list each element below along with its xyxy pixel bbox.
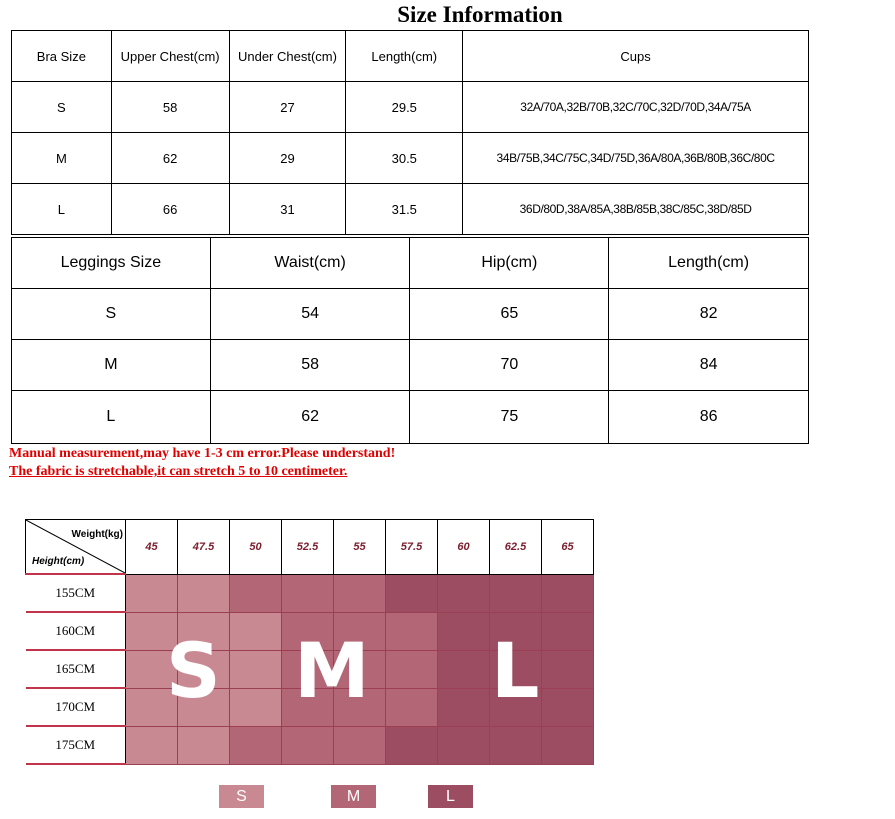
leggings-row <box>12 340 809 391</box>
size-cell-m <box>230 574 282 612</box>
leggings-cell: 58 <box>210 340 410 391</box>
size-cell-m <box>386 688 438 726</box>
bra-cell: 36D/80D,38A/85A,38B/85B,38C/85C,38D/85D <box>463 184 809 235</box>
height-label: 175CM <box>26 726 126 764</box>
leggings-cell: L <box>12 391 211 444</box>
weight-tick: 47.5 <box>178 520 230 575</box>
bra-cell: 29 <box>229 133 346 184</box>
leggings-cell: 86 <box>609 391 809 444</box>
leggings-cell: 62 <box>210 391 410 444</box>
size-cell-l <box>438 726 490 764</box>
size-cell-m <box>230 726 282 764</box>
size-cell-l <box>542 688 594 726</box>
leggings-header-cell: Hip(cm) <box>410 238 609 289</box>
leggings-row <box>12 391 809 444</box>
bra-header-cell: Under Chest(cm) <box>229 31 346 82</box>
size-cell-l <box>542 650 594 688</box>
weight-tick: 52.5 <box>282 520 334 575</box>
height-label: 160CM <box>26 612 126 650</box>
height-label: 155CM <box>26 574 126 612</box>
weight-tick: 60 <box>438 520 490 575</box>
legend-s: S <box>219 785 264 808</box>
legend-l: L <box>428 785 473 808</box>
size-cell-l <box>542 726 594 764</box>
bra-header-cell: Cups <box>463 31 809 82</box>
bra-cell: L <box>12 184 112 235</box>
bra-cell: 34B/75B,34C/75C,34D/75D,36A/80A,36B/80B,36C/80C <box>463 133 809 184</box>
weight-axis-label: Weight(kg) <box>71 529 123 540</box>
bra-header-cell: Upper Chest(cm) <box>111 31 229 82</box>
weight-tick: 45 <box>126 520 178 575</box>
height-row <box>26 726 594 764</box>
leggings-cell: S <box>12 289 211 340</box>
bra-cell: 66 <box>111 184 229 235</box>
size-cell-m <box>386 612 438 650</box>
weight-tick: 57.5 <box>386 520 438 575</box>
leggings-cell: 82 <box>609 289 809 340</box>
leggings-cell: 54 <box>210 289 410 340</box>
bra-header-row <box>12 31 809 82</box>
bra-cell: S <box>12 82 112 133</box>
size-cell-l <box>386 726 438 764</box>
size-cell-l <box>438 650 490 688</box>
leggings-row <box>12 289 809 340</box>
leggings-cell: 70 <box>410 340 609 391</box>
leggings-header-cell: Leggings Size <box>12 238 211 289</box>
size-cell-l <box>490 574 542 612</box>
bra-size-table <box>11 30 809 235</box>
size-cell-s <box>230 612 282 650</box>
weight-tick: 62.5 <box>490 520 542 575</box>
size-m-overlay: M <box>294 626 370 715</box>
weight-tick: 50 <box>230 520 282 575</box>
size-cell-l <box>490 726 542 764</box>
size-s-overlay: S <box>166 626 221 715</box>
measurement-note: Manual measurement,may have 1-3 cm error.Please understand! <box>9 446 396 461</box>
size-l-overlay: L <box>491 626 540 715</box>
page-title: Size Information <box>397 2 563 27</box>
height-label: 170CM <box>26 688 126 726</box>
bra-cell: 32A/70A,32B/70B,32C/70C,32D/70D,34A/75A <box>463 82 809 133</box>
legend-m: M <box>331 785 376 808</box>
bra-row <box>12 184 809 235</box>
leggings-header-cell: Length(cm) <box>609 238 809 289</box>
bra-cell: 29.5 <box>346 82 463 133</box>
weight-tick: 55 <box>334 520 386 575</box>
size-cell-m <box>282 726 334 764</box>
size-cell-m <box>386 650 438 688</box>
leggings-header-row <box>12 238 809 289</box>
size-cell-l <box>438 574 490 612</box>
size-cell-m <box>282 574 334 612</box>
bra-row <box>12 82 809 133</box>
bra-cell: 31.5 <box>346 184 463 235</box>
bra-cell: 58 <box>111 82 229 133</box>
bra-header-cell: Bra Size <box>12 31 112 82</box>
leggings-cell: 75 <box>410 391 609 444</box>
leggings-cell: 84 <box>609 340 809 391</box>
fabric-note: The fabric is stretchable,it can stretch 5 to 10 centimeter. <box>9 464 348 479</box>
leggings-cell: 65 <box>410 289 609 340</box>
height-label: 165CM <box>26 650 126 688</box>
size-cell-s <box>178 726 230 764</box>
bra-cell: 27 <box>229 82 346 133</box>
size-cell-m <box>334 726 386 764</box>
size-cell-s <box>126 574 178 612</box>
size-cell-s <box>126 726 178 764</box>
size-cell-s <box>230 650 282 688</box>
bra-header-cell: Length(cm) <box>346 31 463 82</box>
height-row <box>26 574 594 612</box>
bra-cell: 62 <box>111 133 229 184</box>
size-cell-s <box>230 688 282 726</box>
bra-cell: M <box>12 133 112 184</box>
leggings-cell: M <box>12 340 211 391</box>
size-cell-l <box>542 612 594 650</box>
leggings-header-cell: Waist(cm) <box>210 238 410 289</box>
size-cell-l <box>438 688 490 726</box>
bra-row <box>12 133 809 184</box>
size-cell-l <box>542 574 594 612</box>
bra-cell: 31 <box>229 184 346 235</box>
bra-cell: 30.5 <box>346 133 463 184</box>
height-axis-label: Height(cm) <box>32 556 85 567</box>
leggings-size-table <box>11 237 809 444</box>
size-cell-l <box>386 574 438 612</box>
chart-corner-header <box>26 520 126 575</box>
size-cell-l <box>438 612 490 650</box>
size-cell-m <box>334 574 386 612</box>
weight-tick: 65 <box>542 520 594 575</box>
size-cell-s <box>178 574 230 612</box>
